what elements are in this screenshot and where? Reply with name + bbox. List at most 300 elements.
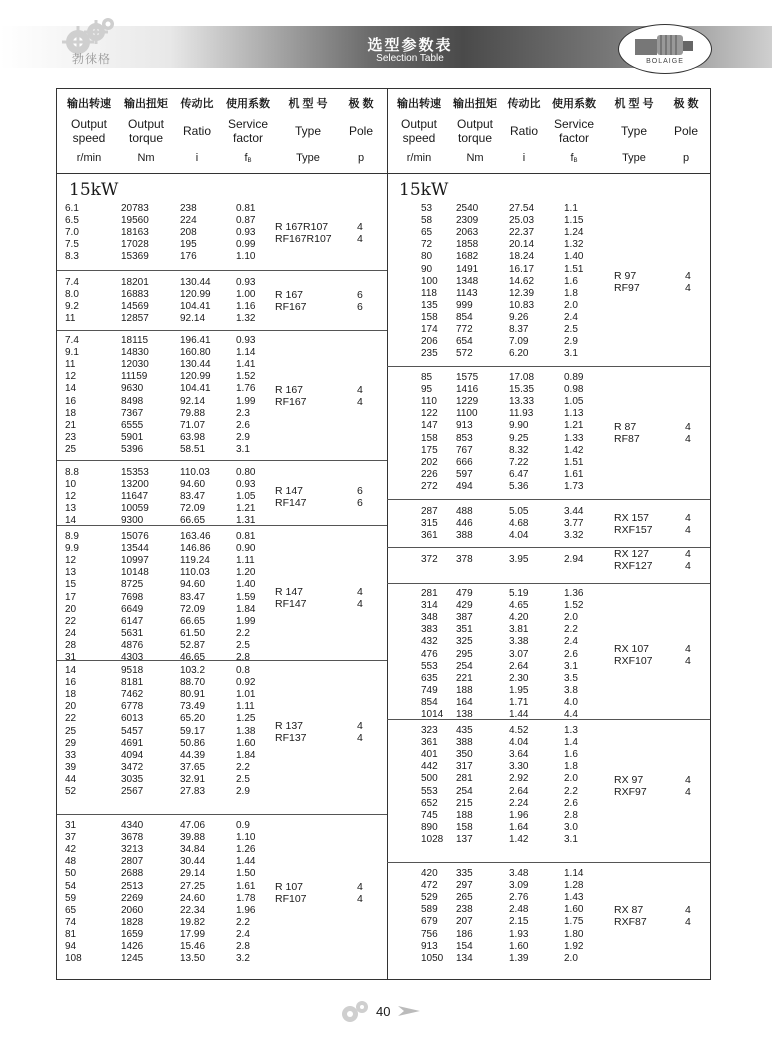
model-type: RX 97 [614, 773, 644, 786]
service-factor-cell: 1.01 [236, 689, 256, 701]
torque-cell: 494 [456, 480, 473, 492]
service-factor-cell: 3.44 [564, 506, 584, 517]
ratio-cell: 63.98 [180, 431, 206, 443]
service-factor-cell: 1.43 [564, 892, 584, 904]
service-factor-cell: 2.4 [564, 636, 578, 648]
ratio-cell: 80.91 [180, 689, 206, 701]
ratio-cell: 71.07 [180, 419, 206, 431]
ratio-cell: 1.71 [509, 696, 529, 708]
table-row [57, 941, 387, 953]
torque-cell: 297 [456, 880, 473, 892]
speed-cell: 13 [65, 503, 77, 515]
ratio-cell: 110.03 [180, 567, 210, 579]
table-row [57, 277, 387, 289]
pole-count: 6 [357, 289, 363, 302]
service-factor-cell: 1.16 [236, 301, 256, 313]
service-factor-cell: 1.21 [236, 503, 256, 515]
service-factor-cell: 1.76 [236, 383, 256, 395]
service-factor-cell: 1.75 [564, 916, 584, 928]
ratio-cell: 66.65 [180, 615, 206, 627]
ratio-cell: 52.87 [180, 639, 206, 651]
speed-cell: 158 [421, 311, 438, 323]
torque-header-en: Output torque [456, 117, 494, 145]
speed-cell: 749 [421, 684, 438, 696]
table-row [57, 628, 387, 640]
model-type: RXF127 [614, 560, 653, 573]
torque-cell: 6147 [121, 615, 144, 627]
table-row [387, 227, 710, 239]
speed-cell: 361 [421, 737, 438, 749]
speed-cell: 65 [65, 904, 77, 916]
table-left-half [57, 89, 388, 979]
torque-cell: 15076 [121, 531, 149, 542]
torque-cell: 854 [456, 311, 473, 323]
service-factor-cell: 1.33 [564, 432, 584, 444]
speed-cell: 25 [65, 443, 77, 455]
table-row [57, 579, 387, 591]
ratio-cell: 79.88 [180, 407, 206, 419]
speed-cell: 29 [65, 737, 77, 749]
table-row [57, 738, 387, 750]
ratio-cell: 146.86 [180, 543, 211, 555]
ratio-cell: 83.47 [180, 491, 206, 503]
ratio-cell: 46.65 [180, 652, 206, 663]
service-factor-cell: 2.6 [564, 648, 578, 660]
table-row [387, 288, 710, 300]
torque-cell: 6778 [121, 701, 144, 713]
speed-cell: 756 [421, 928, 438, 940]
ratio-cell: 37.65 [180, 761, 206, 773]
table-row [387, 300, 710, 312]
ratio-cell: 94.60 [180, 479, 206, 491]
table-row [387, 506, 710, 518]
speed-unit: r/min [76, 152, 102, 164]
torque-cell: 429 [456, 600, 473, 612]
table-row [387, 384, 710, 396]
service-factor-cell: 1.92 [564, 940, 584, 952]
service-factor-cell: 1.52 [564, 600, 584, 612]
service-factor-cell: 1.14 [236, 347, 256, 359]
speed-cell: 85 [421, 372, 433, 383]
speed-cell: 54 [65, 880, 77, 892]
torque-cell: 654 [456, 336, 473, 348]
ratio-cell: 7.22 [509, 456, 529, 468]
service-factor-cell: 1.84 [236, 603, 256, 615]
speed-cell: 472 [421, 880, 438, 892]
torque-cell: 221 [456, 672, 473, 684]
torque-cell: 1143 [456, 287, 478, 299]
pole-count: 4 [685, 281, 691, 294]
ratio-cell: 3.81 [509, 624, 529, 636]
torque-cell: 435 [456, 725, 473, 736]
torque-cell: 10148 [121, 567, 149, 579]
service-factor-cell: 1.05 [236, 491, 256, 503]
table-row [387, 324, 710, 336]
torque-cell: 10059 [121, 503, 149, 515]
table-row [57, 313, 387, 325]
service-factor-cell: 3.1 [564, 348, 578, 360]
group-divider [387, 583, 710, 584]
model-type: RXF87 [614, 916, 647, 929]
table-row [57, 604, 387, 616]
torque-cell: 325 [456, 636, 473, 648]
torque-cell: 1858 [456, 239, 479, 251]
table-row [387, 530, 710, 542]
table-row [57, 917, 387, 929]
pole-count: 6 [357, 485, 363, 498]
service-factor-cell: 1.28 [564, 880, 584, 892]
ratio-header-cn: 传动比 [507, 98, 541, 110]
torque-cell: 158 [456, 821, 473, 833]
ratio-cell: 94.60 [180, 579, 206, 591]
torque-cell: 20783 [121, 203, 149, 214]
table-row [387, 612, 710, 624]
service-factor-cell: 2.5 [236, 773, 250, 785]
torque-header-cn: 输出扭矩 [124, 98, 168, 110]
service-factor-cell: 1.61 [236, 880, 256, 892]
table-row [387, 737, 710, 749]
table-row [387, 251, 710, 263]
ratio-cell: 27.54 [509, 203, 535, 214]
table-row [387, 749, 710, 761]
badge-label: BOLAIGE [646, 58, 684, 65]
speed-cell: 9.9 [65, 543, 79, 555]
service-factor-cell: 0.81 [236, 531, 256, 542]
torque-cell: 4876 [121, 639, 144, 651]
brand-name: 勃徕格 [72, 52, 112, 66]
table-row [57, 929, 387, 941]
ratio-cell: 22.34 [180, 904, 206, 916]
speed-cell: 854 [421, 696, 438, 708]
table-row [57, 515, 387, 527]
speed-cell: 31 [65, 820, 77, 831]
service-factor-cell: 3.1 [236, 443, 250, 455]
service-factor-cell: 2.9 [236, 431, 250, 443]
speed-header-cn: 输出转速 [397, 98, 441, 110]
service-factor-cell: 1.36 [564, 588, 584, 599]
table-row [57, 820, 387, 832]
ratio-cell: 27.83 [180, 786, 206, 797]
torque-cell: 1100 [456, 408, 478, 420]
service-unit: fB [244, 152, 252, 164]
service-factor-cell: 3.0 [564, 821, 578, 833]
pole-count: 4 [685, 904, 691, 917]
ratio-cell: 66.65 [180, 515, 206, 527]
torque-cell: 388 [456, 530, 473, 542]
model-type: RF107 [275, 892, 307, 905]
ratio-cell: 22.37 [509, 227, 535, 239]
speed-cell: 10 [65, 479, 77, 491]
table-row [387, 348, 710, 360]
service-factor-cell: 2.6 [564, 797, 578, 809]
table-row [387, 834, 710, 846]
service-factor-cell: 1.3 [564, 725, 578, 736]
speed-cell: 81 [65, 928, 77, 940]
torque-cell: 572 [456, 348, 473, 360]
table-row [57, 832, 387, 844]
torque-cell: 1575 [456, 372, 479, 383]
speed-cell: 553 [421, 660, 438, 672]
service-factor-cell: 3.8 [564, 684, 578, 696]
ratio-cell: 16.17 [509, 263, 535, 275]
speed-cell: 11 [65, 313, 76, 325]
ratio-cell: 119.24 [180, 555, 210, 567]
model-type: R 167 [275, 289, 304, 302]
service-factor-cell: 2.5 [236, 639, 250, 651]
ratio-cell: 34.84 [180, 844, 206, 856]
table-row [57, 359, 387, 371]
speed-cell: 420 [421, 868, 438, 879]
speed-cell: 147 [421, 420, 438, 432]
ratio-cell: 2.76 [509, 892, 529, 904]
pole-count: 4 [357, 383, 363, 396]
speed-cell: 16 [65, 395, 77, 407]
service-factor-cell: 4.0 [564, 696, 578, 708]
torque-cell: 18163 [121, 227, 149, 239]
ratio-cell: 224 [180, 215, 197, 227]
speed-cell: 890 [421, 821, 438, 833]
torque-cell: 2269 [121, 892, 144, 904]
service-factor-cell: 1.8 [564, 761, 578, 773]
table-row [57, 251, 387, 263]
ratio-cell: 2.64 [509, 660, 529, 672]
torque-cell: 4094 [121, 749, 144, 761]
speed-cell: 174 [421, 324, 438, 335]
torque-cell: 2540 [456, 203, 479, 214]
speed-cell: 202 [421, 456, 438, 468]
speed-cell: 90 [421, 263, 433, 275]
footer-gear-logo-icon [338, 998, 378, 1028]
speed-cell: 24 [65, 627, 77, 639]
torque-cell: 378 [456, 554, 473, 565]
group-divider [57, 814, 387, 815]
service-factor-cell: 0.87 [236, 215, 256, 227]
speed-cell: 12 [65, 371, 77, 383]
table-row [57, 555, 387, 567]
speed-cell: 372 [421, 554, 438, 565]
table-row [387, 312, 710, 324]
table-row [57, 396, 387, 408]
ratio-cell: 13.33 [509, 396, 535, 408]
speed-cell: 7.4 [65, 277, 79, 288]
service-factor-cell: 1.13 [564, 408, 584, 420]
model-type: R 137 [275, 719, 304, 732]
torque-cell: 8498 [121, 395, 144, 407]
speed-cell: 50 [65, 868, 77, 880]
speed-cell: 108 [65, 953, 82, 965]
ratio-cell: 6.47 [509, 468, 529, 480]
torque-cell: 9518 [121, 665, 144, 676]
page-subtitle: Selection Table [376, 53, 444, 64]
service-factor-cell: 1.52 [236, 371, 256, 383]
service-factor-cell: 1.32 [564, 239, 584, 251]
type-header-en: Type [620, 124, 647, 138]
service-factor-cell: 1.60 [236, 737, 256, 749]
speed-cell: 135 [421, 299, 438, 311]
torque-cell: 16883 [121, 289, 149, 301]
pole-count: 4 [357, 585, 363, 598]
speed-cell: 8.3 [65, 251, 79, 263]
table-row [57, 592, 387, 604]
table-row [57, 491, 387, 503]
torque-cell: 913 [456, 420, 473, 432]
speed-cell: 48 [65, 856, 77, 868]
table-row [387, 276, 710, 288]
service-factor-cell: 1.4 [564, 737, 578, 749]
torque-cell: 7367 [121, 407, 144, 419]
ratio-cell: 44.39 [180, 749, 206, 761]
pole-header-cn: 极 数 [673, 98, 699, 110]
service-factor-cell: 1.50 [236, 868, 256, 880]
pole-header-en: Pole [673, 124, 699, 138]
table-row [57, 665, 387, 677]
torque-cell: 19560 [121, 215, 149, 227]
page-title: 选型参数表 [367, 36, 453, 54]
speed-cell: 6.1 [65, 203, 79, 214]
service-factor-cell: 1.51 [564, 456, 584, 468]
speed-cell: 6.5 [65, 215, 79, 227]
ratio-header-en: Ratio [509, 124, 538, 138]
speed-cell: 33 [65, 749, 77, 761]
speed-cell: 25 [65, 725, 77, 737]
ratio-header-en: Ratio [182, 124, 211, 138]
pole-count: 4 [357, 395, 363, 408]
service-factor-cell: 2.8 [564, 809, 578, 821]
speed-cell: 12 [65, 491, 77, 503]
speed-cell: 52 [65, 786, 77, 797]
service-factor-cell: 1.6 [564, 749, 578, 761]
model-type: RF87 [614, 432, 640, 445]
speed-cell: 206 [421, 336, 438, 348]
speed-cell: 401 [421, 749, 438, 761]
service-factor-cell: 1.73 [564, 480, 584, 492]
torque-cell: 14569 [121, 301, 149, 313]
table-row [387, 761, 710, 773]
ratio-cell: 1.96 [509, 809, 529, 821]
speed-cell: 235 [421, 348, 438, 360]
torque-cell: 351 [456, 624, 473, 636]
service-factor-cell: 1.99 [236, 395, 256, 407]
pole-count: 6 [357, 497, 363, 510]
ratio-cell: 3.64 [509, 749, 529, 761]
ratio-cell: 2.30 [509, 672, 529, 684]
speed-cell: 16 [65, 677, 77, 689]
torque-cell: 1491 [456, 263, 479, 275]
torque-cell: 3678 [121, 832, 144, 844]
speed-cell: 476 [421, 648, 438, 660]
table-row [57, 432, 387, 444]
model-type: RF97 [614, 281, 640, 294]
speed-cell: 9.1 [65, 347, 79, 359]
service-factor-cell: 0.99 [236, 239, 256, 251]
torque-cell: 3472 [121, 761, 144, 773]
model-type: RXF157 [614, 524, 653, 537]
ratio-cell: 73.49 [180, 701, 206, 713]
speed-cell: 8.0 [65, 289, 79, 301]
torque-cell: 11647 [121, 491, 149, 503]
speed-cell: 28 [65, 639, 77, 651]
ratio-cell: 50.86 [180, 737, 206, 749]
speed-cell: 42 [65, 844, 77, 856]
torque-cell: 2688 [121, 868, 144, 880]
speed-cell: 22 [65, 713, 77, 725]
service-factor-cell: 1.44 [236, 856, 256, 868]
ratio-cell: 1.93 [509, 928, 529, 940]
speed-cell: 74 [65, 916, 77, 928]
table-row [57, 567, 387, 579]
ratio-cell: 8.32 [509, 444, 529, 456]
table-row [57, 531, 387, 543]
torque-cell: 2060 [121, 904, 144, 916]
group-divider [387, 862, 710, 863]
service-factor-cell: 1.59 [236, 591, 256, 603]
group-divider [57, 460, 387, 461]
ratio-cell: 2.64 [509, 785, 529, 797]
ratio-cell: 59.17 [180, 725, 206, 737]
service-factor-cell: 0.98 [564, 384, 584, 396]
speed-cell: 94 [65, 941, 77, 952]
service-factor-cell: 2.9 [236, 786, 250, 797]
ratio-cell: 92.14 [180, 395, 206, 407]
torque-cell: 999 [456, 299, 473, 311]
service-factor-cell: 0.92 [236, 677, 256, 689]
table-row [57, 479, 387, 491]
type-unit: Type [296, 152, 320, 164]
ratio-cell: 120.99 [180, 371, 211, 383]
ratio-cell: 14.62 [509, 275, 535, 287]
group-divider [387, 499, 710, 500]
ratio-cell: 1.44 [509, 709, 529, 720]
ratio-cell: 9.25 [509, 432, 529, 444]
speed-cell: 158 [421, 432, 438, 444]
ratio-cell: 72.09 [180, 503, 206, 515]
torque-cell: 254 [456, 660, 473, 672]
service-factor-cell: 1.25 [236, 713, 256, 725]
torque-cell: 11159 [121, 371, 148, 383]
table-row [387, 203, 710, 215]
torque-cell: 335 [456, 868, 473, 879]
pole-header-en: Pole [348, 124, 374, 138]
service-factor-cell: 1.15 [564, 215, 584, 227]
ratio-header-cn: 传动比 [180, 98, 214, 110]
torque-cell: 14830 [121, 347, 149, 359]
table-row [57, 335, 387, 347]
group-divider [57, 270, 387, 271]
torque-cell: 387 [456, 612, 473, 624]
ratio-cell: 3.09 [509, 880, 529, 892]
ratio-cell: 65.20 [180, 713, 206, 725]
speed-cell: 7.0 [65, 227, 79, 239]
ratio-cell: 17.99 [180, 928, 206, 940]
torque-cell: 15353 [121, 467, 149, 478]
speed-cell: 348 [421, 612, 438, 624]
speed-cell: 287 [421, 506, 438, 517]
service-factor-cell: 1.00 [236, 289, 256, 301]
service-factor-cell: 3.77 [564, 518, 584, 530]
speed-cell: 314 [421, 600, 438, 612]
service-factor-cell: 1.20 [236, 567, 256, 579]
model-type: R 87 [614, 420, 637, 433]
torque-cell: 767 [456, 444, 473, 456]
speed-cell: 8.8 [65, 467, 79, 478]
table-row [57, 893, 387, 905]
ratio-cell: 3.30 [509, 761, 529, 773]
torque-unit: Nm [137, 152, 155, 164]
service-factor-cell: 1.24 [564, 227, 584, 239]
speed-cell: 58 [421, 215, 433, 227]
speed-cell: 1028 [421, 833, 444, 845]
torque-cell: 1682 [456, 251, 479, 263]
